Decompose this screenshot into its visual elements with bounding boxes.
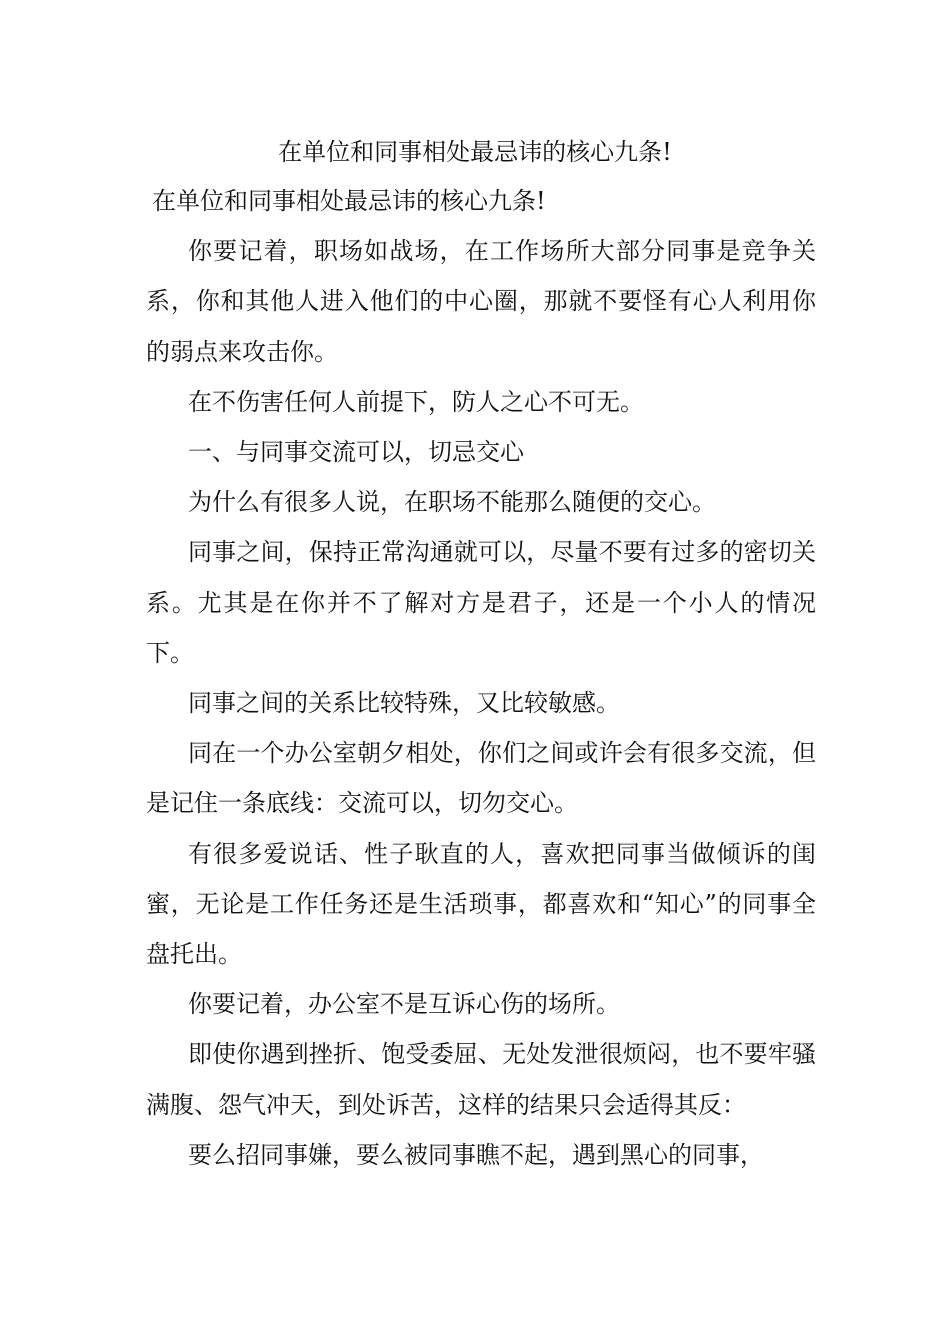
paragraph: 同在一个办公室朝夕相处，你们之间或许会有很多交流，但是记住一条底线：交流可以，切勿交心。 [146, 739, 816, 818]
paragraph: 有很多爱说话、性子耿直的人，喜欢把同事当做倾诉的闺蜜，无论是工作任务还是生活琐事，都喜欢和“知心”的同事全盘托出。 [146, 839, 816, 969]
paragraph: 在不伤害任何人前提下，防人之心不可无。 [188, 387, 644, 416]
paragraph: 即使你遇到挫折、饱受委屈、无处发泄很烦闷，也不要牢骚满腹、怨气冲天，到处诉苦，这样的结果只会适得其反： [146, 1040, 816, 1119]
paragraph: 同事之间，保持正常沟通就可以，尽量不要有过多的密切关系。尤其是在你并不了解对方是君子，还是一个小人的情况下。 [146, 538, 816, 667]
paragraph: 要么招同事嫌，要么被同事瞧不起，遇到黑心的同事， [188, 1140, 764, 1169]
paragraph: 你要记着，办公室不是互诉心伤的场所。 [188, 990, 620, 1019]
document-title: 在单位和同事相处最忌讳的核心九条! [278, 138, 672, 166]
document-body [146, 176, 816, 1180]
paragraph: 为什么有很多人说，在职场不能那么随便的交心。 [188, 488, 716, 517]
section-heading: 一、与同事交流可以，切忌交心 [188, 438, 524, 467]
paragraph-subtitle: 在单位和同事相处最忌讳的核心九条! [152, 187, 546, 215]
paragraph: 你要记着，职场如战场，在工作场所大部分同事是竞争关系，你和其他人进入他们的中心圈，那就不要怪有心人利用你的弱点来攻击你。 [146, 237, 816, 366]
paragraph: 同事之间的关系比较特殊，又比较敏感。 [188, 689, 620, 718]
